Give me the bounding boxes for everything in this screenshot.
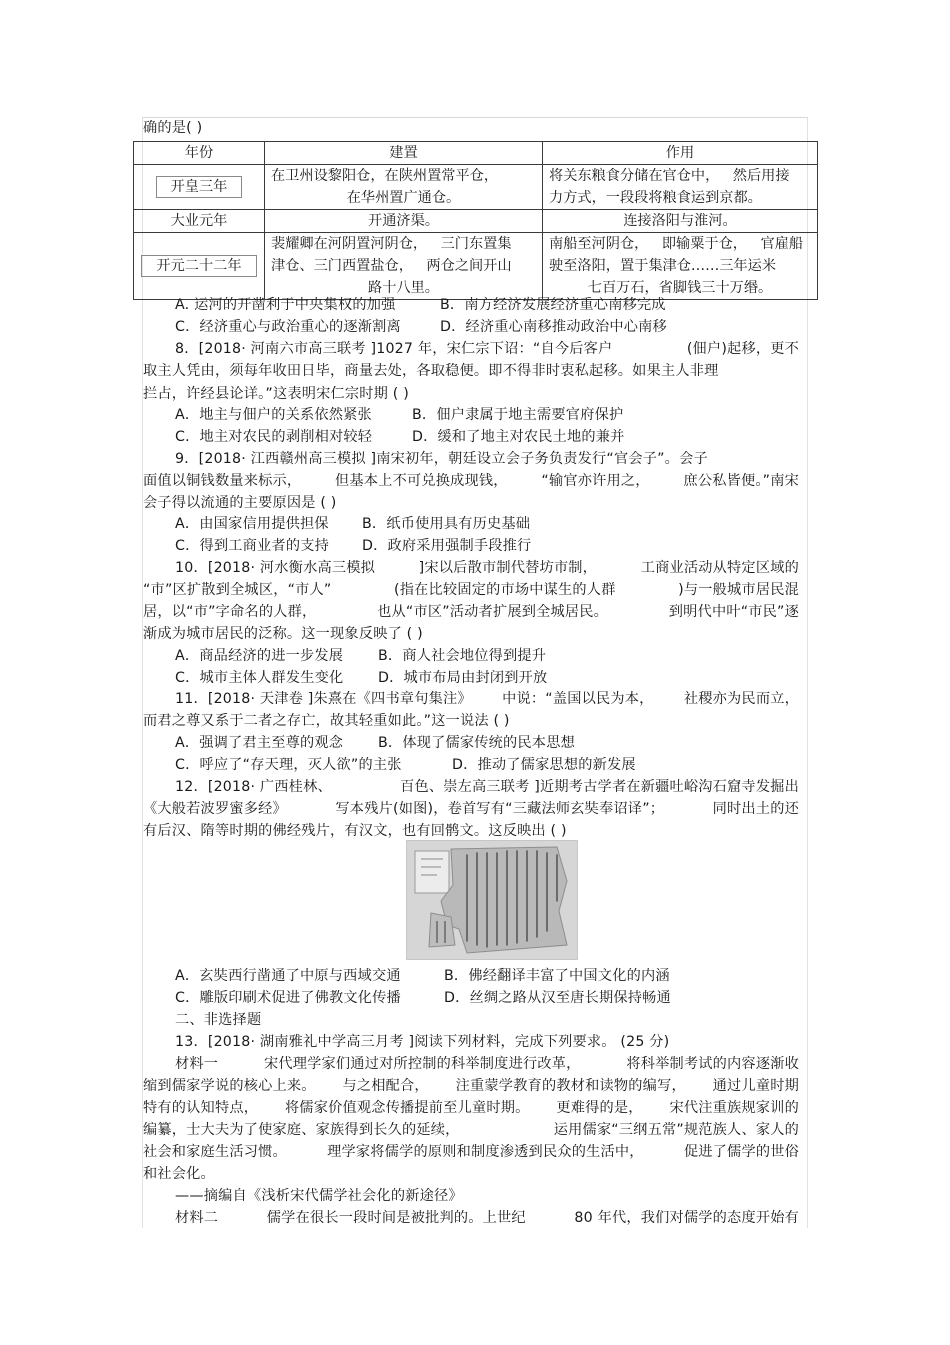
top-rule — [142, 117, 808, 118]
option-d: D．经济重心南移推动政治中心南移 — [440, 319, 667, 335]
option-d: D．丝绸之路从汉至唐长期保持畅通 — [444, 990, 671, 1006]
option-a: A．玄奘西行凿通了中原与西域交通 — [175, 968, 401, 984]
table-build-line: 路十八里。 — [368, 280, 439, 296]
option-b: B．纸币使用具有历史基础 — [362, 516, 531, 532]
table-header-year: 年份 — [134, 142, 265, 165]
question-stem-end: 确的是( ) — [143, 120, 203, 136]
table-effect-line: 力方式，一段段将粮食运到京都。 — [549, 190, 762, 206]
material-1-line: 社会和家庭生活习惯。 理学家将儒学的原则和制度渗透到民众的生活中， 促进了儒学的世俗 — [143, 1144, 799, 1160]
table-year-cell: 开皇三年 — [156, 176, 243, 198]
table-build-line: 津仓、三门西置盐仓， 两仓之间开山 — [271, 258, 512, 274]
question-11-line: 而君之尊又系于二者之存亡，故其轻重如此。”这一说法 ( ) — [143, 713, 510, 729]
option-d: D．政府采用强制手段推行 — [362, 538, 532, 554]
question-8-line: 8．[2018· 河南六市高三联考 ]1027 年，宋仁宗下诏：“自今后客户 (佃户)起移，更不 — [175, 341, 799, 357]
question-12-line: 有后汉、隋等时期的佛经残片，有汉文，也有回鹘文。这反映出 ( ) — [143, 823, 567, 839]
question-9-line: 面值以铜钱数量来标示， 但基本上不可兑换成现钱， “输官亦许用之， 庶公私皆便。”南宋 — [143, 473, 799, 489]
question-9-line: 9．[2018· 江西赣州高三模拟 ]南宋初年，朝廷设立会子务负责发行“官会子”。会子 — [175, 451, 708, 467]
question-9-line: 会子得以流通的主要原因是 ( ) — [143, 495, 337, 511]
question-10-line: 10．[2018· 河水衡水高三模拟 ]宋以后散市制代替坊市制， 工商业活动从特定区域的 — [175, 560, 799, 576]
option-a: A．地主与佃户的关系依然紧张 — [175, 407, 372, 423]
option-b: B．南方经济发展经济重心南移完成 — [440, 297, 666, 313]
table-year-cell: 开元二十二年 — [141, 255, 256, 277]
table-effect-line: 将关东粮食分储在官仓中， 然后用接 — [549, 168, 790, 184]
option-a: A．由国家信用提供担保 — [175, 516, 329, 532]
option-c: C．城市主体人群发生变化 — [175, 670, 344, 686]
option-a: A．商品经济的进一步发展 — [175, 648, 344, 664]
table-year-cell: 大业元年 — [134, 210, 265, 233]
material-2-line: 材料二 儒学在很长一段时间是被批判的。上世纪 80 年代，我们对儒学的态度开始有 — [175, 1210, 799, 1226]
table-effect-line: 驶至洛阳，置于集津仓……三年运米 — [549, 258, 777, 274]
option-d: D．城市布局由封闭到开放 — [378, 670, 548, 686]
canal-table — [133, 141, 818, 300]
table-row — [134, 233, 818, 300]
table-row — [134, 165, 818, 210]
table-effect-line: 南船至河阴仓， 即输粟于仓， 官雇船 — [549, 236, 804, 252]
question-11-line: 11．[2018· 天津卷 ]朱熹在《四书章句集注》 中说：“盖国以民为本， 社稷亦为民而立， — [175, 691, 799, 707]
option-b: B．佃户隶属于地主需要官府保护 — [412, 407, 624, 423]
option-b: B．佛经翻译丰富了中国文化的内涵 — [444, 968, 670, 984]
option-b: B．体现了儒家传统的民本思想 — [378, 735, 575, 751]
option-d: D．缓和了地主对农民土地的兼并 — [412, 429, 625, 445]
sutra-fragment-image — [407, 841, 577, 959]
option-d: D．推动了儒家思想的新发展 — [452, 757, 636, 773]
option-c: C．地主对农民的剥削相对较轻 — [175, 429, 373, 445]
question-13-line: 13．[2018· 湖南雅礼中学高三月考 ]阅读下列材料，完成下列要求。 (25 分) — [175, 1034, 670, 1050]
question-10-line: 渐成为城市居民的泛称。这一现象反映了 ( ) — [143, 626, 423, 642]
material-1-line: 缩到儒家学说的核心上来。 与之相配合， 注重蒙学教育的教材和读物的编写， 通过儿童时期 — [143, 1078, 799, 1094]
table-effect-line: 连接洛阳与淮河。 — [543, 210, 818, 233]
section-heading: 二、非选择题 — [175, 1012, 262, 1028]
material-1-line: 特有的认知特点， 将儒家价值观念传播提前至儿童时期。 更难得的是， 宋代注重族规家训的 — [143, 1100, 799, 1116]
option-b: B．商人社会地位得到提升 — [378, 648, 547, 664]
material-1-line: 材料一 宋代理学家们通过对所控制的科举制度进行改革， 将科举制考试的内容逐渐收 — [175, 1056, 799, 1072]
option-c: C．雕版印刷术促进了佛教文化传播 — [175, 990, 401, 1006]
material-source: ——摘编自《浅析宋代儒学社会化的新途径》 — [175, 1188, 463, 1204]
question-12-line: 《大般若波罗蜜多经》 写本残片(如图)，卷首写有“三藏法师玄奘奉诏译”； 同时出土的还 — [143, 801, 799, 817]
table-header-build: 建置 — [265, 142, 543, 165]
table-build-line: 开通济渠。 — [265, 210, 543, 233]
table-effect-line: 七百万石，省脚钱三十万缗。 — [587, 280, 773, 296]
table-header-effect: 作用 — [543, 142, 818, 165]
table-build-line: 裴耀卿在河阴置河阴仓， 三门东置集 — [271, 236, 512, 252]
material-1-line: 和社会化。 — [143, 1166, 215, 1182]
sutra-fragment-photo — [406, 840, 578, 960]
material-1-line: 编纂，士大夫为了使家庭、家族得到长久的延续， 运用儒家“三纲五常”规范族人、家人的 — [143, 1122, 799, 1138]
table-row — [134, 210, 818, 233]
question-10-line: “市”区扩散到全城区，“市人” (指在比较固定的市场中谋生的人群 )与一般城市居民混 — [143, 582, 799, 598]
option-a: A．强调了君主至尊的观念 — [175, 735, 344, 751]
question-8-line: 拦占，许经县论详。”这表明宋仁宗时期 ( ) — [143, 386, 409, 402]
option-c: C．得到工商业者的支持 — [175, 538, 329, 554]
table-build-line: 在华州置广通仓。 — [346, 190, 461, 206]
table-header-row — [134, 142, 818, 165]
question-10-line: 居，以“市”字命名的人群， 也从“市区”活动者扩展到全城居民。 到明代中叶“市民”逐 — [143, 604, 799, 620]
question-8-line: 取主人凭由，须每年收田日毕，商量去处，各取稳便。即不得非时衷私起移。如果主人非理 — [143, 363, 719, 379]
table-build-line: 在卫州设黎阳仓，在陕州置常平仓， — [271, 168, 499, 184]
question-12-line: 12．[2018· 广西桂林、 百色、崇左高三联考 ]近期考古学者在新疆吐峪沟石窟寺发掘出 — [175, 779, 799, 795]
option-c: C．经济重心与政治重心的逐渐割离 — [175, 319, 401, 335]
option-a: A. 运河的开凿利于中央集权的加强 — [175, 297, 396, 313]
option-c: C．呼应了“存天理，灭人欲”的主张 — [175, 757, 402, 773]
